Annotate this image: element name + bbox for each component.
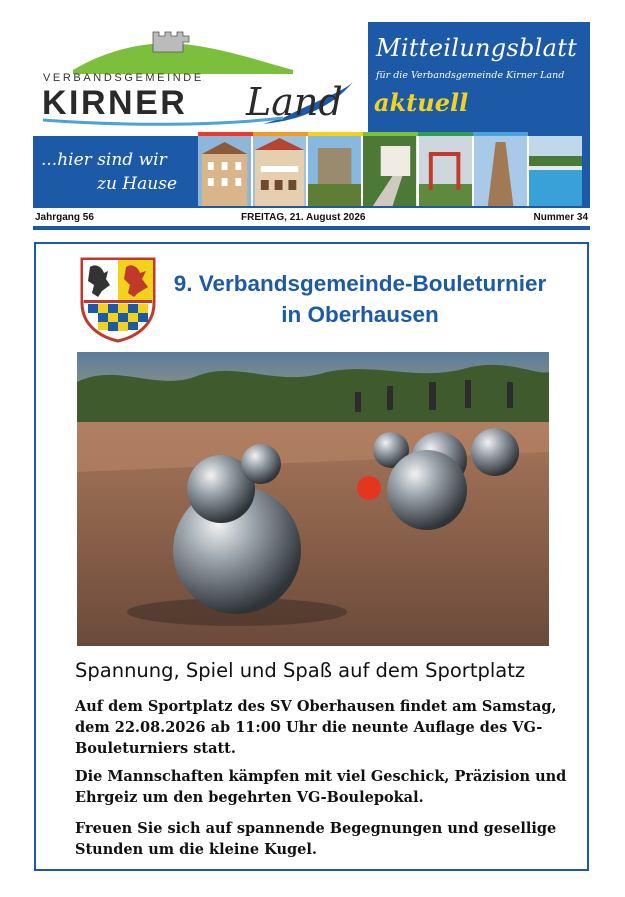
slogan-line-1: ...hier sind wir: [41, 150, 167, 170]
paragraph-3: Freuen Sie sich auf spannende Begegnungen und gesellige Stunden um die kleine Kugel.: [75, 820, 557, 858]
town-name: KIRNER: [42, 84, 188, 122]
info-bar-rule: [33, 226, 590, 230]
masthead-rule: [33, 206, 590, 208]
land-word: Land: [246, 80, 343, 124]
kirner-land-logo: [33, 22, 368, 132]
publication-title: Mitteilungsblatt: [376, 34, 578, 62]
article-subheadline: Spannung, Spiel und Spaß auf dem Sportplatz: [75, 659, 526, 682]
header-photo-stairs: [363, 136, 416, 206]
masthead-title-panel: [368, 22, 590, 132]
article-headline: [160, 268, 560, 330]
paragraph-1: Auf dem Sportplatz des SV Oberhausen findet am Samstag, dem 22.08.2026 ab 11:00 Uhr die neunte Auflage des VG-Bouleturniers statt.: [75, 698, 557, 757]
boule-photo: [77, 352, 549, 646]
header-photo-pool: [529, 136, 582, 206]
vg-label: VERBANDSGEMEINDE: [43, 72, 204, 84]
slogan-box: [33, 136, 198, 206]
slogan-line-2: zu Hause: [97, 174, 178, 194]
header-photo-castle: [308, 136, 361, 206]
coat-of-arms-icon: [80, 257, 156, 343]
publication-subtitle: für die Verbandsgemeinde Kirner Land: [376, 70, 565, 81]
header-photo-red-arch: [419, 136, 472, 206]
masthead-edge: [582, 22, 590, 206]
issue-number: Nummer 34: [533, 212, 588, 223]
paragraph-2: Die Mannschaften kämpfen mit viel Geschick, Präzision und Ehrgeiz um den begehrten VG-Boulepokal.: [75, 768, 567, 806]
issue-date: FREITAG, 21. August 2026: [241, 212, 366, 223]
header-photo-town-hall: [253, 136, 306, 206]
masthead: [33, 22, 590, 206]
issue-volume: Jahrgang 56: [35, 212, 94, 223]
headline-line-2: in Oberhausen: [281, 302, 439, 327]
issue-info-bar: [33, 210, 590, 226]
header-photo-building: [198, 136, 251, 206]
headline-line-1: 9. Verbandsgemeinde-Bouleturnier: [173, 271, 547, 296]
header-photo-tower: [474, 136, 527, 206]
aktuell-label: aktuell: [374, 88, 469, 117]
header-photo-strip: [198, 136, 582, 206]
